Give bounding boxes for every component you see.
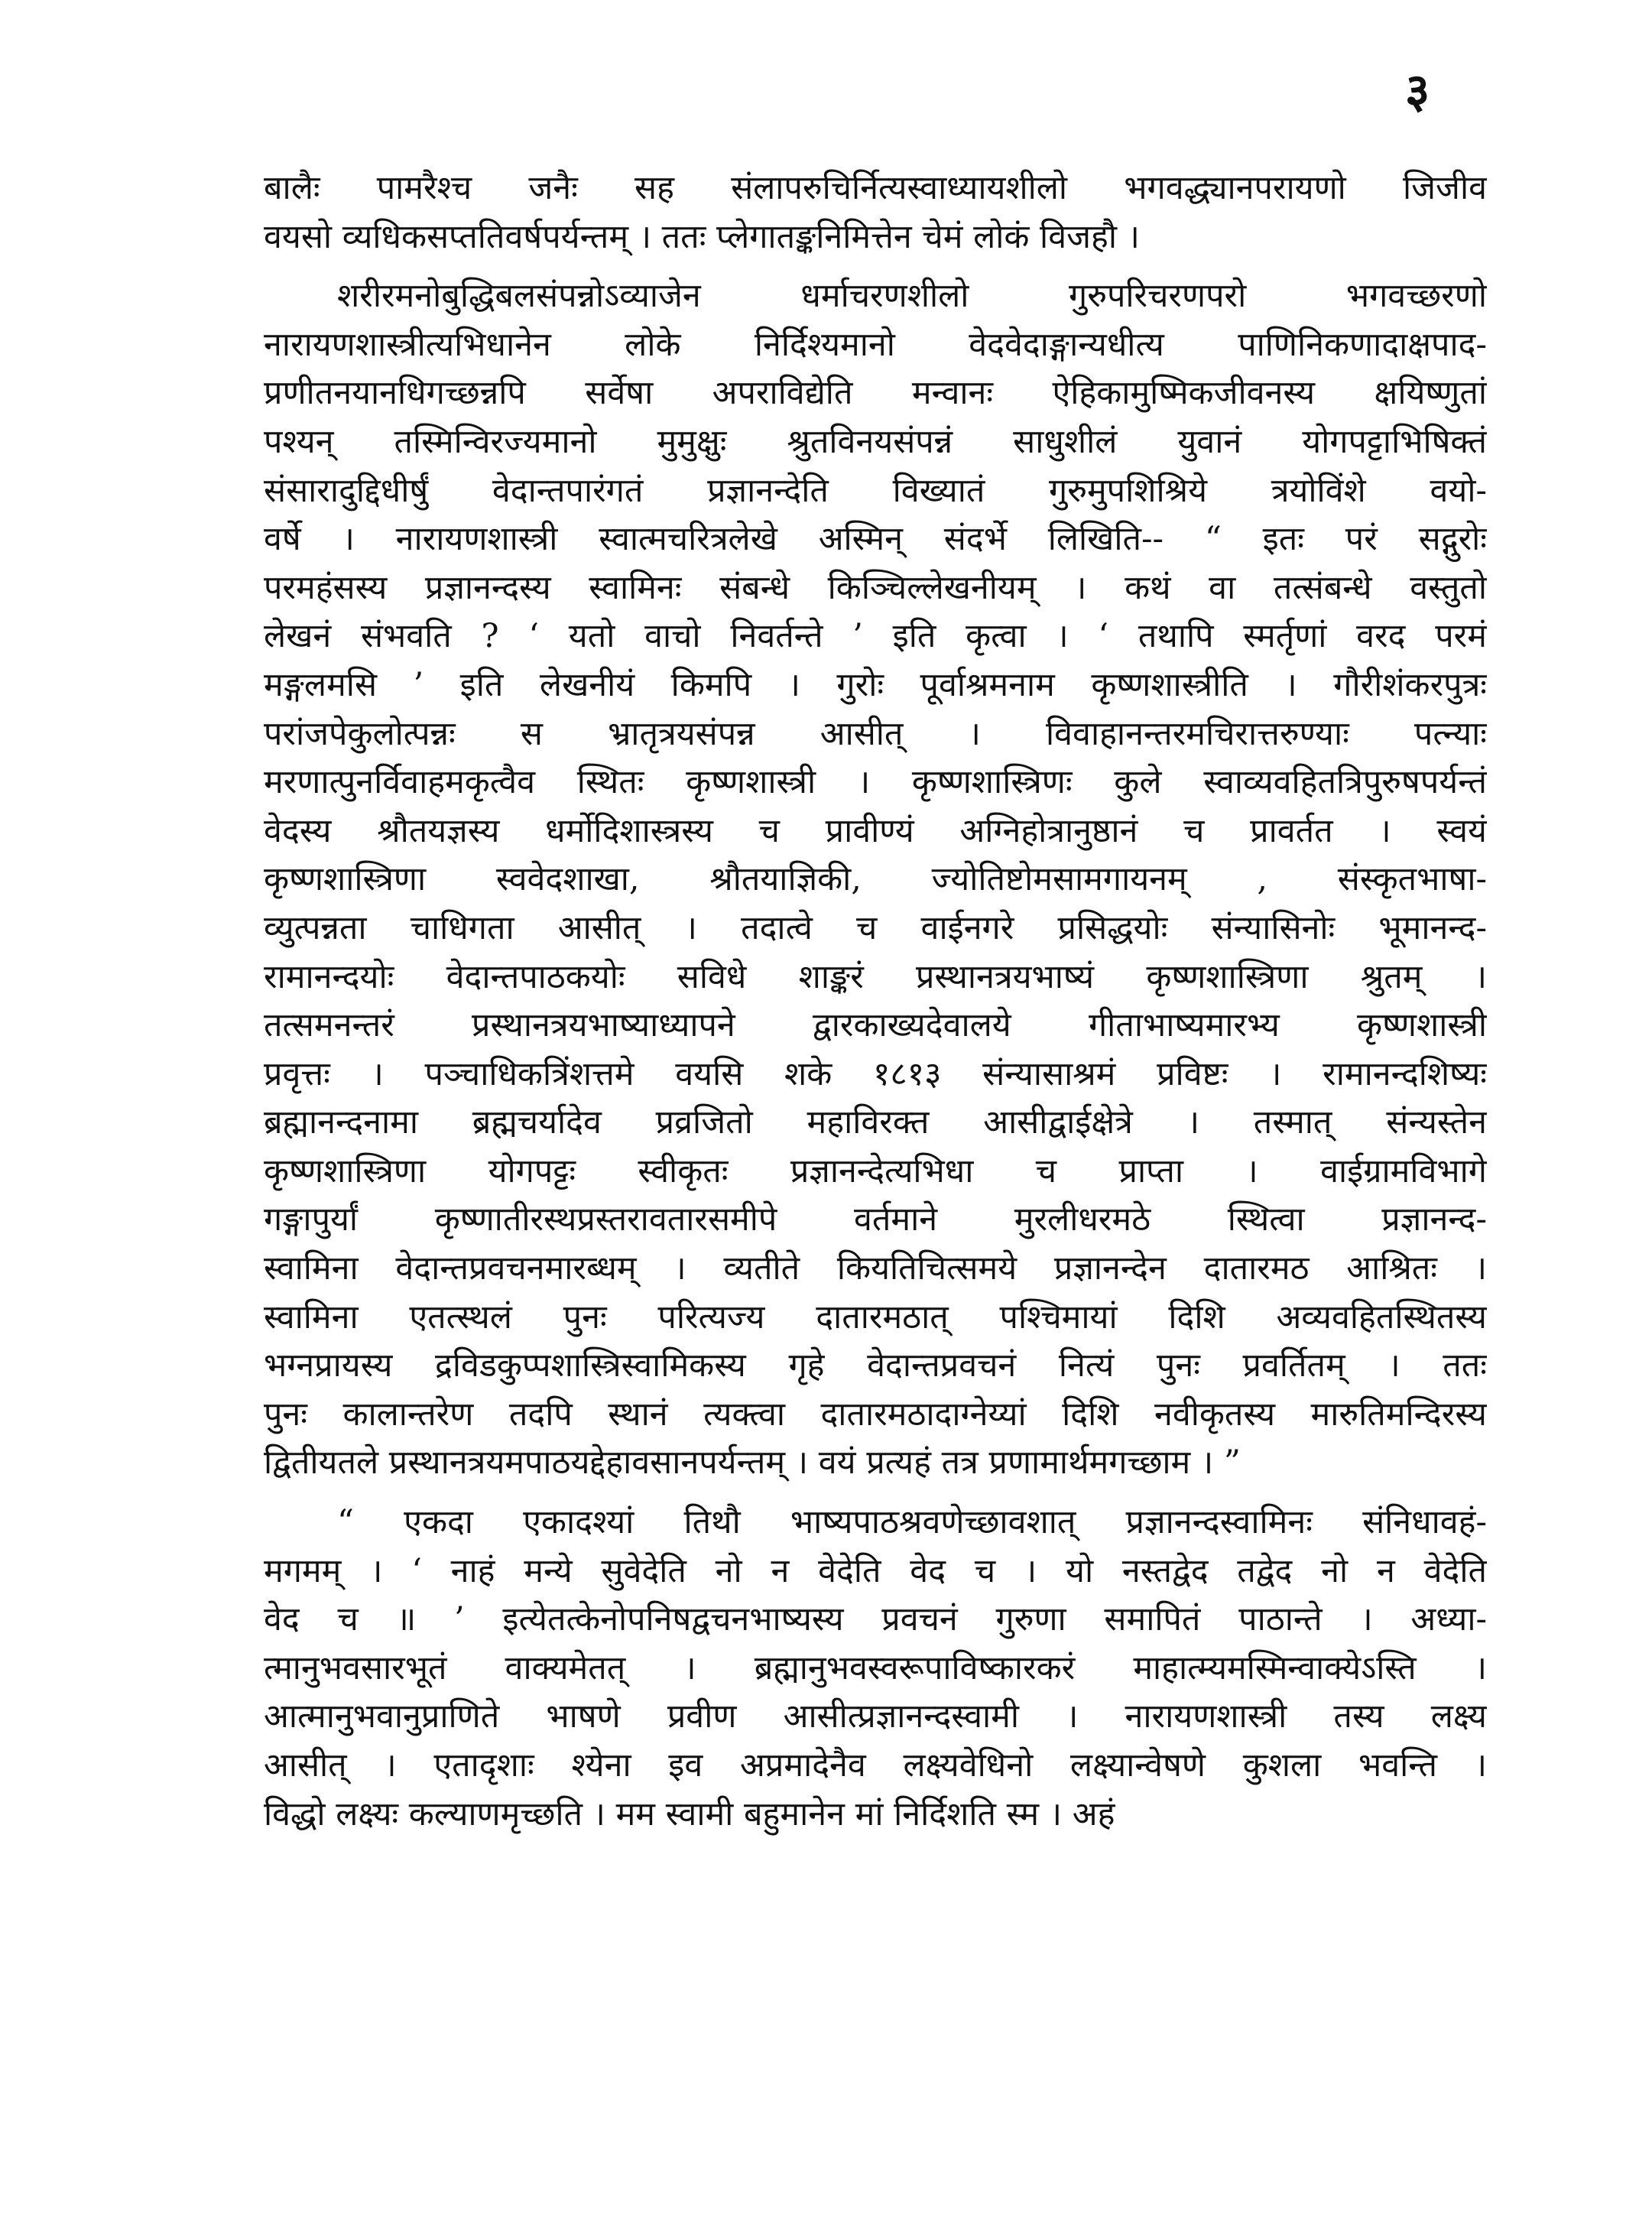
text-line: स्वामिना वेदान्तप्रवचनमारब्धम् । व्यतीते कियतिचित्समये प्रज्ञानन्देन दातारमठ आश्रितः । [264,1249,1487,1288]
text-line: वर्षे । नारायणशास्त्री स्वात्मचरित्रलेखे अस्मिन् संदर्भे लिखिति-- “ इतः परं सद्गुरोः [264,520,1487,559]
text-line: गङ्गापुर्यां कृष्णातीरस्थप्रस्तरावतारसमीपे वर्तमाने मुरलीधरमठे स्थित्वा प्रज्ञानन्द- [264,1200,1487,1239]
text-line: कृष्णशास्त्रिणा स्ववेदशाखा, श्रौतयाज्ञिकी, ज्योतिष्टोमसामगायनम् , संस्कृतभाषा- [264,860,1487,899]
paragraph [264,1499,1487,1839]
text-line: मङ्गलमसि ’ इति लेखनीयं किमपि । गुरोः पूर्वाश्रमनाम कृष्णशास्त्रीति । गौरीशंकरपुत्रः [264,665,1487,704]
text-line: लेखनं संभवति ? ‘ यतो वाचो निवर्तन्ते ’ इति कृत्वा । ‘ तथापि स्मर्तृणां वरद परमं [264,617,1487,656]
text-line: विद्धो लक्ष्यः कल्याणमृच्छति । मम स्वामी बहुमानेन मां निर्दिशति स्म । अहं [264,1794,1115,1833]
text-line: बालैः पामरैश्च जनैः सह संलापरुचिर्नित्यस्वाध्यायशीलो भगवद्ध्यानपरायणो जिजीव [264,169,1487,207]
text-line: वयसो व्यधिकसप्ततिवर्षपर्यन्तम् । ततः प्लेगातङ्कनिमित्तेन चेमं लोकं विजहौ । [264,217,1140,256]
text-line: व्युत्पन्नता चाधिगता आसीत् । तदात्वे च वाईनगरे प्रसिद्धयोः संन्यासिनोः भूमानन्द- [264,908,1487,947]
text-line: भग्नप्रायस्य द्रविडकुप्पशास्त्रिस्वामिकस्य गृहे वेदान्तप्रवचनं नित्यं पुनः प्रवर्तितम् । ततः [264,1346,1487,1385]
text-line: पुनः कालान्तरेण तदपि स्थानं त्यक्त्वा दातारमठादाग्नेय्यां दिशि नवीकृतस्य मारुतिमन्दिरस्य [264,1395,1487,1434]
paragraph [264,272,1487,1488]
text-line: प्रणीतनयानधिगच्छन्नपि सर्वेषा अपराविद्येति मन्वानः ऐहिकामुष्मिकजीवनस्य क्षयिष्णुतां [264,374,1487,413]
text-line: वेदस्य श्रौतयज्ञस्य धर्मोदिशास्त्रस्य च प्रावीण्यं अग्निहोत्रानुष्ठानं च प्रावर्तत । स्वयं [264,811,1487,850]
body-text [264,164,1487,1839]
text-line: द्वितीयतले प्रस्थानत्रयमपाठयद्देहावसानपर्यन्तम् । वयं प्रत्यहं तत्र प्रणामार्थमगच्छाम । ” [264,1443,1241,1482]
text-line: प्रवृत्तः । पञ्चाधिकत्रिंशत्तमे वयसि शके १८१३ संन्यासाश्रमं प्रविष्टः । रामानन्दशिष्यः [264,1054,1487,1093]
text-line: तत्समनन्तरं प्रस्थानत्रयभाष्याध्यापने द्वारकाख्यदेवालये गीताभाष्यमारभ्य कृष्णशास्त्री [264,1006,1487,1045]
text-line: कृष्णशास्त्रिणा योगपट्टः स्वीकृतः प्रज्ञानन्देत्यभिधा च प्राप्ता । वाईग्रामविभागे [264,1151,1487,1190]
text-line: रामानन्दयोः वेदान्तपाठकयोः सविधे शाङ्करं प्रस्थानत्रयभाष्यं कृष्णशास्त्रिणा श्रुतम् । [264,957,1487,996]
text-line: परमहंसस्य प्रज्ञानन्दस्य स्वामिनः संबन्धे किञ्चिल्लेखनीयम् । कथं वा तत्संबन्धे वस्तुतो [264,568,1487,607]
paragraph-gap [264,261,1487,272]
text-line: आत्मानुभवानुप्राणिते भाषणे प्रवीण आसीत्प्रज्ञानन्दस्वामी । नारायणशास्त्री तस्य लक्ष्य [264,1697,1487,1736]
text-line: शरीरमनोबुद्धिबलसंपन्नोऽव्याजेन धर्माचरणशीलो गुरुपरिचरणपरो भगवच्छरणो [337,277,1487,316]
paragraph-gap [264,1488,1487,1499]
text-line: पश्यन् तस्मिन्विरज्यमानो मुमुक्षुः श्रुतविनयसंपन्नं साधुशीलं युवानं योगपट्टाभिषिक्तं [264,422,1487,461]
text-line: परांजपेकुलोत्पन्नः स भ्रातृत्रयसंपन्न आसीत् । विवाहानन्तरमचिरात्तरुण्याः पत्न्याः [264,714,1487,753]
text-line: त्मानुभवसारभूतं वाक्यमेतत् । ब्रह्मानुभवस्वरूपाविष्कारकरं माहात्म्यमस्मिन्वाक्येऽस्ति । [264,1648,1487,1687]
text-line: “ एकदा एकादश्यां तिथौ भाष्यपाठश्रवणेच्छावशात् प्रज्ञानन्दस्वामिनः संनिधावहं- [337,1503,1487,1542]
text-line: ब्रह्मानन्दनामा ब्रह्मचर्यादेव प्रव्रजितो महाविरक्त आसीद्वाईक्षेत्रे । तस्मात् संन्यस्तेन [264,1103,1487,1142]
text-line: मरणात्पुनर्विवाहमकृत्वैव स्थितः कृष्णशास्त्री । कृष्णशास्त्रिणः कुले स्वाव्यवहितत्रिपुरुषपर्यन्तं [264,763,1487,802]
paragraph [264,164,1487,261]
text-line: स्वामिना एतत्स्थलं पुनः परित्यज्य दातारमठात् पश्चिमायां दिशि अव्यवहितस्थितस्य [264,1297,1487,1336]
text-line: संसारादुद्दिधीर्षुं वेदान्तपारंगतं प्रज्ञानन्देति विख्यातं गुरुमुपशिश्रिये त्रयोविंशे वयो- [264,471,1487,510]
text-line: मगमम् । ‘ नाहं मन्ये सुवेदेति नो न वेदेति वेद च । यो नस्तद्वेद तद्वेद नो न वेदेति [264,1551,1487,1590]
text-line: वेद च ॥ ’ इत्येतत्केनोपनिषद्वचनभाष्यस्य प्रवचनं गुरुणा समापितं पाठान्ते । अध्या- [264,1600,1487,1639]
page-number: ३ [1405,63,1430,119]
text-line: नारायणशास्त्रीत्यभिधानेन लोके निर्दिश्यमानो वेदवेदाङ्गान्यधीत्य पाणिनिकणादाक्षपाद- [264,325,1487,364]
text-line: आसीत् । एतादृशाः श्येना इव अप्रमादेनैव लक्ष्यवेधिनो लक्ष्यान्वेषणे कुशला भवन्ति । [264,1746,1487,1784]
